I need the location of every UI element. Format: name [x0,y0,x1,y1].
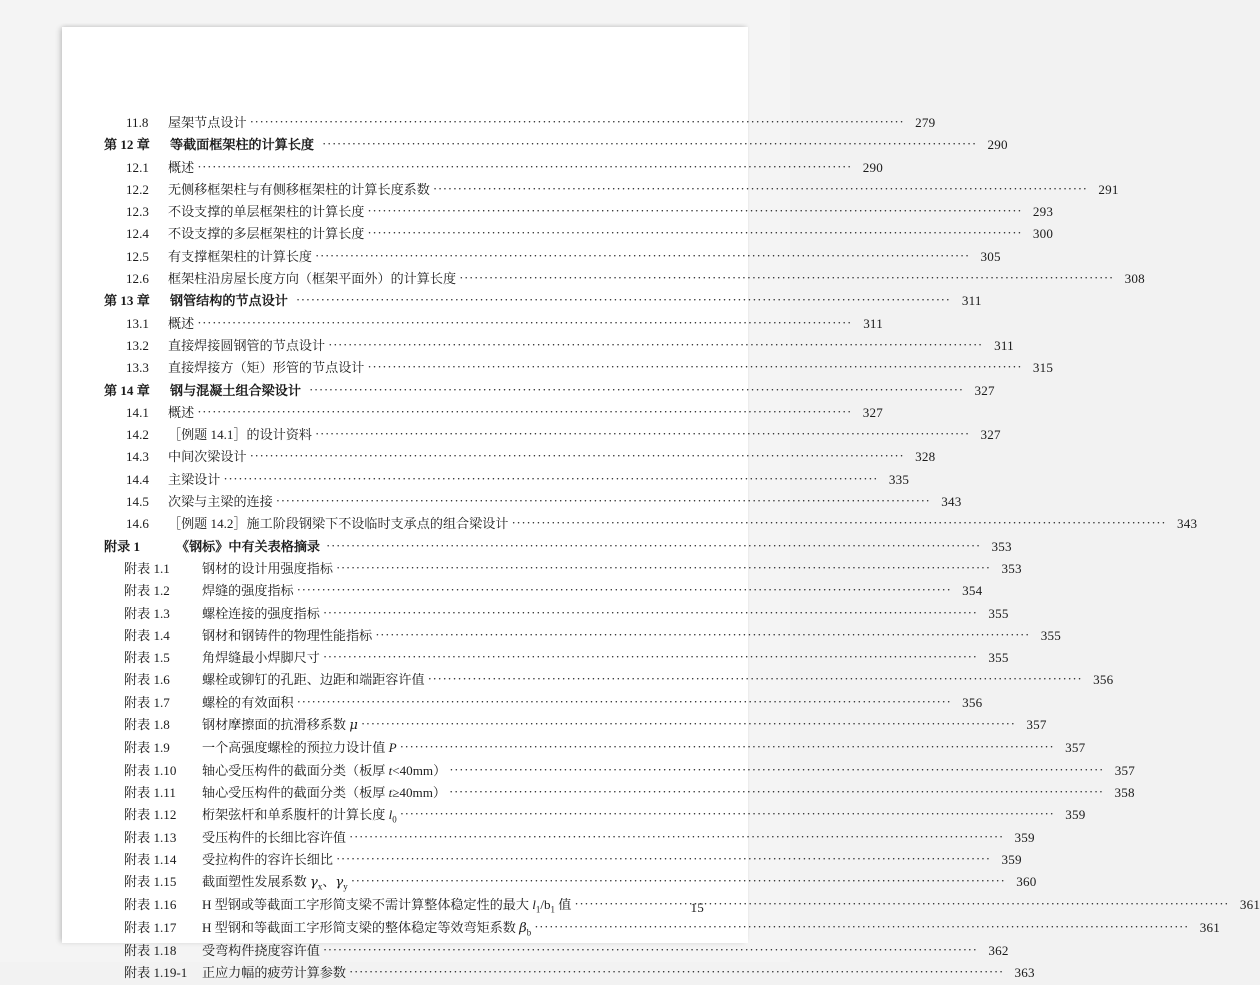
toc-entry-page-number: 311 [863,315,883,331]
toc-entry-title: 受拉构件的容许长细比 [202,851,333,867]
toc-entry [104,940,1009,962]
toc-entry-title: 轴心受压构件的截面分类（板厚 t<40mm） [202,762,447,778]
toc-entry-title: 钢材摩擦面的抗滑移系数 μ [202,717,358,734]
toc-entry-number: 14.2 [126,427,149,443]
toc-entry-page-number: 355 [988,605,1009,621]
toc-entry-number: 第 12 章 [104,137,150,153]
toc-entry-page-number: 291 [1098,181,1119,197]
toc-entry [104,714,1047,737]
toc-dot-leader [197,312,852,334]
toc-dot-leader [433,178,1088,200]
toc-entry-number: 附录 1 [104,538,141,554]
toc-entry-number: 12.6 [126,271,149,287]
toc-dot-leader [322,133,977,155]
toc-entry-page-number: 357 [1065,740,1086,756]
toc-entry-number: 附表 1.10 [124,762,177,778]
toc-entry [104,335,1014,357]
toc-dot-leader [361,713,1016,735]
toc-dot-leader [400,736,1055,758]
toc-dot-leader [534,916,1189,938]
toc-entry-number: 附表 1.15 [124,874,177,890]
toc-entry-page-number: 361 [1239,897,1260,913]
toc-entry-page-number: 361 [1199,919,1220,935]
toc-entry-number: 12.3 [126,204,149,220]
toc-entry-title: 《钢标》中有关表格摘录 [176,538,321,554]
toc-entry-number: 14.6 [126,516,149,532]
toc-entry-page-number: 353 [1001,560,1022,576]
toc-entry-number: 第 14 章 [104,382,150,398]
toc-dot-leader [197,156,852,178]
toc-dot-leader [349,826,1004,848]
toc-entry-page-number: 290 [862,159,883,175]
toc-entry [104,962,1035,984]
toc-entry-number: 第 13 章 [104,293,150,309]
toc-entry-page-number: 357 [1114,762,1135,778]
table-of-contents-list [104,112,1260,985]
toc-entry [104,647,1009,669]
toc-entry-title: 有支撑框架柱的计算长度 [168,248,313,264]
toc-entry [104,446,936,468]
toc-entry-number: 附表 1.8 [124,717,170,733]
toc-entry-title: 概述 [168,315,195,331]
toc-entry [104,469,910,491]
toc-dot-leader [323,646,978,668]
toc-entry [104,513,1198,535]
toc-entry-title: 钢管结构的节点设计 [170,293,288,309]
toc-dot-leader [367,222,1022,244]
toc-entry-number: 12.4 [126,226,149,242]
toc-entry-page-number: 315 [1032,360,1054,376]
toc-dot-leader [351,870,1006,892]
toc-dot-leader [297,579,952,601]
toc-dot-leader [574,893,1229,915]
toc-entry-title: 钢与混凝土组合梁设计 [170,382,301,398]
toc-dot-leader [297,691,952,713]
toc-entry-page-number: 356 [962,694,983,710]
toc-entry-page-number: 362 [988,942,1009,958]
toc-entry-title: 轴心受压构件的截面分类（板厚 t≥40mm） [202,784,446,800]
toc-entry-title: 截面塑性发展系数 $\gamma_x$、$\gamma_y$ [202,874,348,892]
toc-entry-page-number: 343 [1176,516,1198,532]
toc-entry-page-number: 327 [974,382,995,398]
toc-entry-title: 框架柱沿房屋长度方向（框架平面外）的计算长度 [168,271,457,287]
toc-entry-page-number: 290 [987,137,1008,153]
toc-entry-page-number: 359 [1065,807,1086,823]
toc-entry [104,871,1037,894]
toc-entry-number: 14.3 [126,449,149,465]
toc-dot-leader [511,512,1166,534]
toc-entry-number: 附表 1.13 [124,829,177,845]
toc-entry-page-number: 359 [1014,829,1035,845]
toc-entry-title: H 型钢或等截面工字形简支梁不需计算整体稳定性的最大 $l_1/b_1$ 值 [202,897,572,915]
toc-dot-leader [428,668,1083,690]
toc-entry-page-number: 300 [1032,226,1054,242]
toc-entry [104,737,1086,759]
toc-entry-title: 螺栓或铆钉的孔距、边距和端距容许值 [202,672,425,688]
toc-entry-page-number: 356 [1093,672,1114,688]
toc-entry-page-number: 360 [1016,874,1037,890]
toc-entry-title: H 型钢和等截面工字形简支梁的整体稳定等效弯矩系数 $\beta_b$ [202,919,532,938]
toc-dot-leader [375,624,1030,646]
toc-entry-title: 次梁与主梁的连接 [168,494,273,510]
toc-entry [104,313,883,335]
toc-dot-leader [400,803,1055,825]
toc-entry-title: 不设支撑的单层框架柱的计算长度 [168,204,365,220]
toc-dot-leader [315,245,970,267]
toc-dot-leader [328,334,983,356]
toc-entry-number: 附表 1.16 [124,897,177,913]
toc-entry-page-number: 359 [1001,851,1022,867]
toc-entry [104,402,883,424]
toc-entry-page-number: 354 [962,583,983,599]
toc-entry [104,917,1220,940]
toc-entry-title: 受弯构件挠度容许值 [202,942,320,958]
toc-entry-number: 附表 1.17 [124,919,177,935]
toc-entry [104,782,1135,804]
toc-entry-page-number: 358 [1114,784,1135,800]
toc-entry-page-number: 328 [915,449,936,465]
toc-entry-number: 附表 1.14 [124,851,177,867]
toc-entry-number: 14.1 [126,404,149,420]
toc-dot-leader [449,759,1104,781]
toc-entry-number: 14.5 [126,494,149,510]
toc-entry-number: 附表 1.7 [124,694,170,710]
toc-entry-title: 概述 [168,159,195,175]
toc-dot-leader [323,939,978,961]
toc-entry-title: 等截面框架柱的计算长度 [170,137,315,153]
toc-entry-number: 附表 1.18 [124,942,177,958]
toc-entry-number: 12.5 [126,248,149,264]
toc-entry-page-number: 357 [1026,717,1047,733]
toc-entry-number: 附表 1.1 [124,560,170,576]
toc-entry [104,558,1022,580]
toc-dot-leader [349,961,1004,983]
toc-entry [104,424,1001,446]
toc-entry-number: 附表 1.5 [124,650,170,666]
toc-entry [104,491,962,513]
toc-entry [104,827,1035,849]
toc-entry-page-number: 311 [994,337,1014,353]
toc-entry-page-number: 343 [941,494,962,510]
toc-dot-leader [326,535,981,557]
toc-dot-leader [459,267,1114,289]
toc-entry-number: 14.4 [126,471,149,487]
toc-entry-title: 正应力幅的疲劳计算参数 [202,965,347,981]
toc-entry-page-number: 293 [1032,204,1054,220]
toc-entry-number: 12.2 [126,181,149,197]
toc-dot-leader [367,200,1022,222]
page-folio-number: 15 [690,900,704,915]
toc-entry-title: 概述 [168,404,195,420]
toc-dot-leader [276,490,931,512]
toc-entry-number: 附表 1.9 [124,740,170,756]
toc-entry-title: 受压构件的长细比容许值 [202,829,347,845]
toc-entry [104,201,1054,223]
toc-entry-number: 附表 1.11 [124,784,176,800]
toc-dot-leader [296,289,951,311]
toc-entry-number: 13.3 [126,360,149,376]
toc-entry [104,380,995,402]
toc-entry [104,246,1001,268]
toc-entry-number: 13.1 [126,315,149,331]
toc-entry-title: 不设支撑的多层框架柱的计算长度 [168,226,365,242]
toc-entry-page-number: 363 [1014,965,1035,981]
toc-entry [104,625,1061,647]
toc-dot-leader [309,379,964,401]
toc-dot-leader [336,557,991,579]
toc-entry-title: 直接焊接方（矩）形管的节点设计 [168,360,365,376]
toc-entry [104,223,1054,245]
toc-entry-page-number: 305 [980,248,1001,264]
toc-entry-title: 无侧移框架柱与有侧移框架柱的计算长度系数 [168,181,430,197]
toc-dot-leader [323,602,978,624]
toc-entry-title: 主梁设计 [168,471,221,487]
toc-entry-title: 角焊缝最小焊脚尺寸 [202,650,320,666]
toc-entry-number: 附表 1.19-1 [124,965,188,981]
book-page [62,27,1260,981]
toc-dot-leader [449,781,1104,803]
toc-entry-title: 钢材和钢铸件的物理性能指标 [202,627,373,643]
toc-entry-title: 一个高强度螺栓的预拉力设计值 P [202,740,397,756]
toc-entry-page-number: 355 [988,650,1009,666]
toc-entry-page-number: 308 [1124,271,1145,287]
toc-entry-number: 13.2 [126,337,149,353]
toc-entry-number: 12.1 [126,159,149,175]
toc-entry-title: ［例题 14.2］施工阶段钢梁下不设临时支承点的组合梁设计 [168,516,509,532]
toc-entry-number: 附表 1.3 [124,605,170,621]
toc-entry-title: 钢材的设计用强度指标 [202,560,333,576]
toc-entry [104,268,1145,290]
toc-entry-title: 螺栓连接的强度指标 [202,605,320,621]
toc-entry [104,112,936,134]
toc-entry-page-number: 311 [961,293,982,309]
toc-entry-number: 11.8 [126,115,149,130]
toc-entry [104,692,983,714]
toc-dot-leader [197,401,852,423]
toc-entry-page-number: 353 [991,538,1012,554]
toc-entry [104,804,1086,826]
toc-entry-page-number: 327 [980,427,1001,443]
toc-entry [104,849,1022,871]
toc-entry [104,536,1012,558]
toc-dot-leader [223,468,878,490]
toc-entry-number: 附表 1.12 [124,807,177,823]
toc-entry [104,134,1008,156]
toc-entry-number: 附表 1.4 [124,627,170,643]
toc-dot-leader [250,111,905,133]
toc-entry-title: ［例题 14.1］的设计资料 [168,427,313,443]
toc-entry [104,580,983,602]
toc-entry-number: 附表 1.6 [124,672,170,688]
toc-entry [104,157,883,179]
toc-entry-page-number: 279 [915,115,936,130]
toc-dot-leader [367,356,1022,378]
toc-entry-title: 焊缝的强度指标 [202,583,294,599]
toc-entry [104,760,1135,782]
toc-entry [104,179,1119,201]
toc-entry [104,290,982,312]
toc-dot-leader [336,848,991,870]
toc-entry-page-number: 327 [862,404,883,420]
toc-entry [104,669,1114,691]
toc-entry [104,603,1009,625]
toc-entry-title: 螺栓的有效面积 [202,694,294,710]
toc-entry [104,894,1260,916]
toc-entry-page-number: 335 [888,471,910,487]
toc-entry-title: 桁架弦杆和单系腹杆的计算长度 $l_0$ [202,807,397,825]
toc-entry-title: 直接焊接圆钢管的节点设计 [168,337,326,353]
toc-entry-title: 中间次梁设计 [168,449,247,465]
toc-entry-number: 附表 1.2 [124,583,170,599]
toc-entry-page-number: 355 [1040,627,1061,643]
toc-dot-leader [250,445,905,467]
toc-entry [104,357,1054,379]
toc-dot-leader [315,423,970,445]
toc-entry-title: 屋架节点设计 [168,115,247,130]
